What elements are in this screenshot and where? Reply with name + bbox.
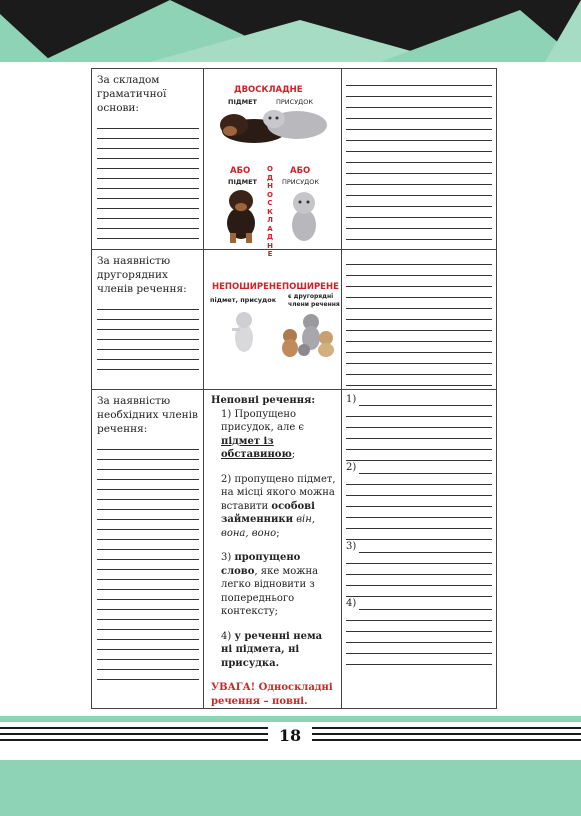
kitten-image — [284, 187, 324, 245]
row1-answer-lines[interactable] — [92, 117, 203, 239]
predicate-label: ПРИСУДОК — [276, 98, 313, 106]
warning-note: УВАГА! Односкладні речення – повні. — [211, 682, 333, 707]
single-cat-image — [222, 308, 267, 358]
extended-sub1-label: є другорядні — [288, 293, 334, 300]
answer-line-1[interactable]: 1) — [346, 393, 492, 406]
incomplete-sentences-title: Неповні речення: — [211, 395, 316, 406]
footer-band — [0, 760, 581, 816]
footer-rule-right-2 — [312, 733, 581, 735]
group-of-cats-image — [276, 310, 338, 358]
page-header-decoration — [0, 0, 581, 62]
row3-answer-cell[interactable] — [342, 390, 497, 709]
row-secondary-members — [92, 250, 497, 390]
rule-item-1: 1) Пропущено присудок, але є підмет із обставиною; — [221, 408, 305, 460]
unextended-label: НЕПОШИРЕНЕ — [212, 282, 282, 292]
dog-and-cat-image — [212, 105, 337, 145]
answer-line-3[interactable]: 3) — [346, 540, 492, 553]
footer-rule-right-3 — [312, 739, 581, 741]
row3-explanation-cell — [204, 390, 342, 709]
two-part-label: ДВОСКЛАДНЕ — [234, 85, 303, 95]
rule-item-3: 3) пропущено слово, яке можна легко відновити з попереднього контексту; — [221, 552, 319, 617]
rule-item-2: 2) пропущено підмет, на місці якого можна вставити особові займенники він, вона, воно; — [221, 473, 336, 539]
row2-label-cell — [92, 250, 204, 390]
or-left-label: АБО — [230, 166, 251, 176]
footer-rule-right-1 — [312, 727, 581, 729]
row2-illustration — [204, 250, 342, 390]
row2-answer-cell[interactable] — [342, 250, 497, 390]
row2-answer-lines[interactable] — [92, 298, 203, 370]
row1-label: За складом граматичної основи: — [97, 74, 167, 114]
rule-item-4: 4) у реченні нема ні підмета, ні присудка. — [221, 630, 323, 669]
footer-rule-left-1 — [0, 727, 268, 729]
extended-label: ПОШИРЕНЕ — [282, 282, 339, 292]
row1-answer-cell[interactable] — [342, 69, 497, 250]
footer-rule-left-3 — [0, 739, 268, 741]
row3-label: За наявністю необхідних членів речення: — [97, 395, 198, 435]
or-right-label: АБО — [290, 166, 311, 176]
one-part-vertical-label: О Д Н О С К Л А Д Н Е — [266, 165, 274, 258]
page-number: 18 — [270, 726, 310, 746]
subject-label: ПІДМЕТ — [228, 98, 257, 106]
row2-label: За наявністю другорядних членів речення: — [97, 255, 187, 295]
footer-accent-band — [0, 716, 581, 722]
row-grammatical-basis — [92, 69, 497, 250]
unextended-sub-label: підмет, присудок — [210, 296, 277, 304]
subject-small-label: ПІДМЕТ — [228, 178, 257, 186]
row-necessary-members — [92, 390, 497, 709]
answer-line-2[interactable]: 2) — [346, 461, 492, 474]
row3-label-cell — [92, 390, 204, 709]
extended-sub2-label: члени речення — [288, 301, 340, 308]
puppy-image — [216, 185, 266, 245]
row1-label-cell — [92, 69, 204, 250]
row1-illustration — [204, 69, 342, 258]
row3-answer-lines[interactable] — [92, 438, 203, 680]
footer-rule-left-2 — [0, 733, 268, 735]
answer-line-4[interactable]: 4) — [346, 597, 492, 610]
predicate-small-label: ПРИСУДОК — [282, 178, 319, 186]
sentence-classification-table — [91, 68, 497, 709]
